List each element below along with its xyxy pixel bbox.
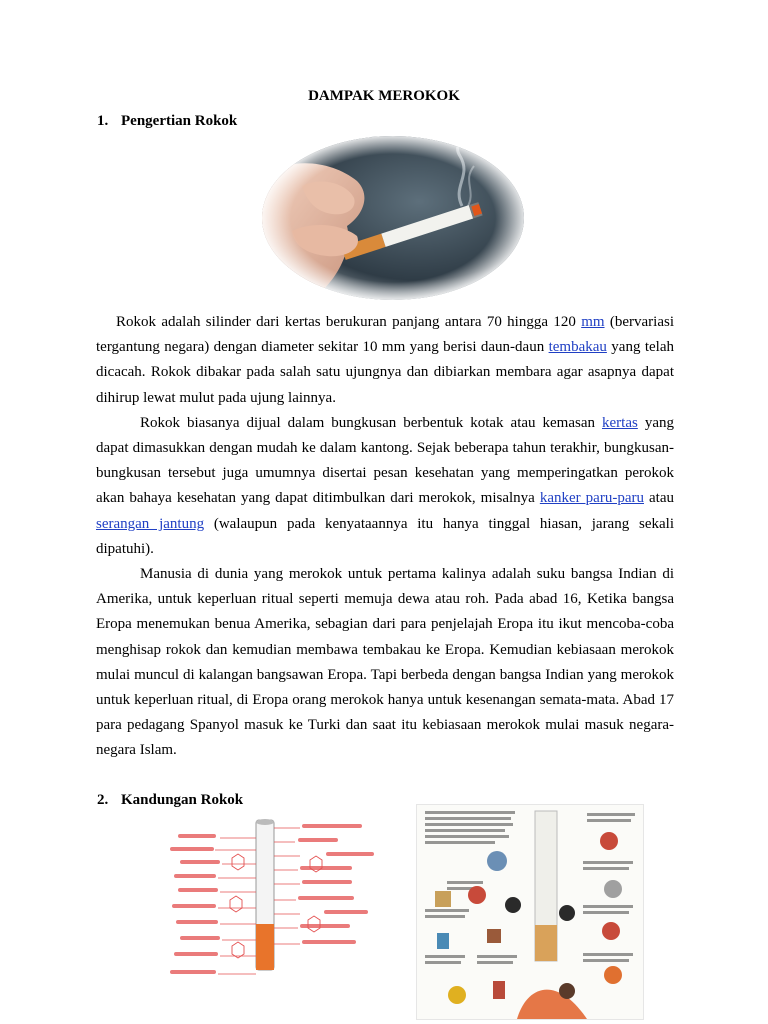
hand-holding-cigarette-photo [262,136,524,300]
paragraph-text: Rokok biasanya dijual dalam bungkusan berbentuk kotak atau kemasan [140,414,602,431]
chemical-diagram-icon [160,816,382,988]
section-heading-1 [97,113,237,130]
paragraph-2 [96,411,674,562]
section-title: Kandungan Rokok [121,792,244,808]
link-kanker-paru-paru[interactable]: kanker paru-paru [539,490,644,507]
section-heading-2 [97,792,243,809]
page-title: DAMPAK MEROKOK [308,88,460,104]
paragraph-text: yang dapat dimasukkan dengan mudah ke dalam kantong. Sejak beberapa tahun terakhir, bungkusan-bungkusan tersebut juga umumnya disertai pesan kesehatan yang memperingatkan perokok akan bahaya kesehatan yang dapat ditimbulkan dari merokok, misalnya [96,414,674,507]
paragraph-3: Manusia di dunia yang merokok untuk pertama kalinya adalah suku bangsa Indian di Amerika, untuk keperluan ritual seperti memuja dewa atau roh. Pada abad 16, Ketika bangsa Eropa menemukan benua Amerika, sebagian dari para penjelajah Eropa itu ikut mencoba-coba menghisap rokok dan kemudian membawa tembakau ke Eropa. Kemudian kebiasaan merokok mulai muncul di kalangan bangsawan Eropa. Tapi berbeda dengan bangsa Indian yang merokok untuk keperluan ritual, di Eropa orang merokok hanya untuk kesenangan semata-mata. Abad 17 para pedagang Spanyol masuk ke Turki dan saat itu kebiasaan merokok mulai masuk negara-negara Islam. [96,566,674,759]
paragraph-1 [96,310,674,411]
section-number: 2. [97,792,109,808]
section-title: Pengertian Rokok [121,113,238,129]
section-number: 1. [97,113,109,129]
link-mm[interactable]: mm [581,314,605,330]
link-tembakau[interactable]: tembakau [548,339,607,356]
paragraph-text: atau [643,490,674,507]
cigarette-photo-icon [262,136,524,300]
body-text [96,310,674,764]
link-kertas[interactable]: kertas [602,414,638,431]
paragraph-text: yang telah dicacah. Rokok dibakar pada salah satu ujungnya dan dibiarkan membara agar asapnya dapat dihirup lewat mulut pada ujung lainnya. [96,339,674,406]
paragraph-text: (bervariasi tergantung negara) dengan diameter sekitar 10 mm yang berisi daun-daun [96,314,674,356]
paragraph-text: (walaupun pada kenyataannya itu hanya tinggal hiasan, jarang sekali dipatuhi). [96,515,674,557]
infographic-icon [417,805,643,1019]
link-serangan-jantung[interactable]: serangan jantung [96,515,205,532]
tobacco-harm-infographic [416,804,644,1020]
paragraph-text: Rokok adalah silinder dari kertas berukuran panjang antara 70 hingga 120 [116,314,582,330]
cigarette-chemical-contents-diagram [160,816,382,988]
